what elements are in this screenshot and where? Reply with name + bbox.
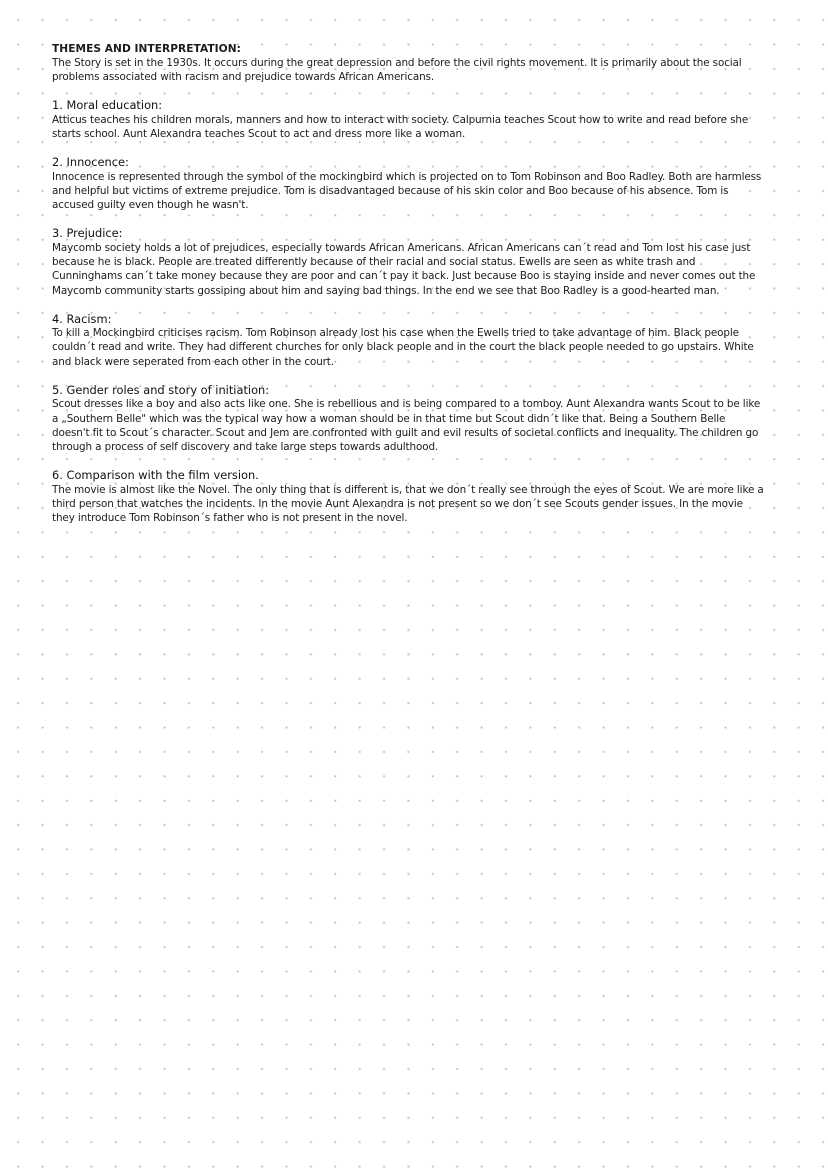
section-heading: 2. Innocence:: [52, 155, 129, 170]
section-film-comparison: [52, 468, 764, 525]
section-body: Maycomb society holds a lot of prejudices, especially towards African Americans. African Americans can´t read and Tom lost his case just because he is black. People are treated differently because of their racial and social status. Ewells are seen as white trash and Cunninghams can´t take money because they are poor and can´t pay it back. Just because Boo is staying inside and never comes out the Maycomb community starts gossiping about him and saying bad things. In the end we see that Boo Radley is a good-hearted man.: [52, 241, 756, 297]
section-body: To kill a Mockingbird criticises racism. Tom Robinson already lost his case when the Ewells tried to take advantage of him. Black people couldn´t read and write. They had different churches for only black people and in the court the black people needed to go upstairs. White and black were seperated from each other in the court.: [52, 327, 754, 368]
section-racism: [52, 312, 764, 369]
document-page: [52, 42, 764, 539]
section-body: The movie is almost like the Novel. The only thing that is different is, that we don´t really see through the eyes of Scout. We are more like a third person that watches the incidents. In the movie Aunt Alexandra is not present so we don´t see Scouts gender issues. In the movie they introduce Tom Robinson´s father who is not present in the novel.: [52, 483, 764, 525]
document-title: THEMES AND INTERPRETATION:: [52, 43, 241, 55]
section-prejudice: [52, 226, 764, 297]
section-heading: 4. Racism:: [52, 311, 112, 326]
section-gender-roles: [52, 383, 764, 454]
section-heading: 3. Prejudice:: [52, 226, 123, 241]
section-body: Innocence is represented through the symbol of the mockingbird which is projected on to Tom Robinson and Boo Radley. Both are harmless and helpful but victims of extreme prejudice. Tom is disadvantaged because of his skin color and Boo because of his absence. Tom is accused guilty even though he wasn't.: [52, 170, 762, 212]
section-innocence: [52, 155, 764, 212]
section-heading: 5. Gender roles and story of initiation:: [52, 382, 270, 397]
section-heading: 6. Comparison with the film version.: [52, 468, 259, 483]
section-body: Atticus teaches his children morals, manners and how to interact with society. Calpurnia teaches Scout how to write and read before she starts school. Aunt Alexandra teaches Scout to act and dress more like a woman.: [52, 113, 749, 141]
section-moral-education: [52, 98, 764, 141]
section-body: Scout dresses like a boy and also acts like one. She is rebellious and is being compared to a tomboy. Aunt Alexandra wants Scout to be like a „Southern Belle" which was the typical way how a woman should be in that time but Scout didn´t like that. Being a Southern Belle doesn't fit to Scout´s character. Scout and Jem are confronted with guilt and evil results of societal conflicts and inequality. The children go through a process of self discovery and take large steps towards adulthood.: [52, 398, 761, 453]
section-heading: 1. Moral education:: [52, 98, 163, 113]
intro-paragraph: The Story is set in the 1930s. It occurs during the great depression and before the civil rights movement. It is primarily about the social problems associated with racism and prejudice towards African Americans.: [52, 57, 742, 84]
